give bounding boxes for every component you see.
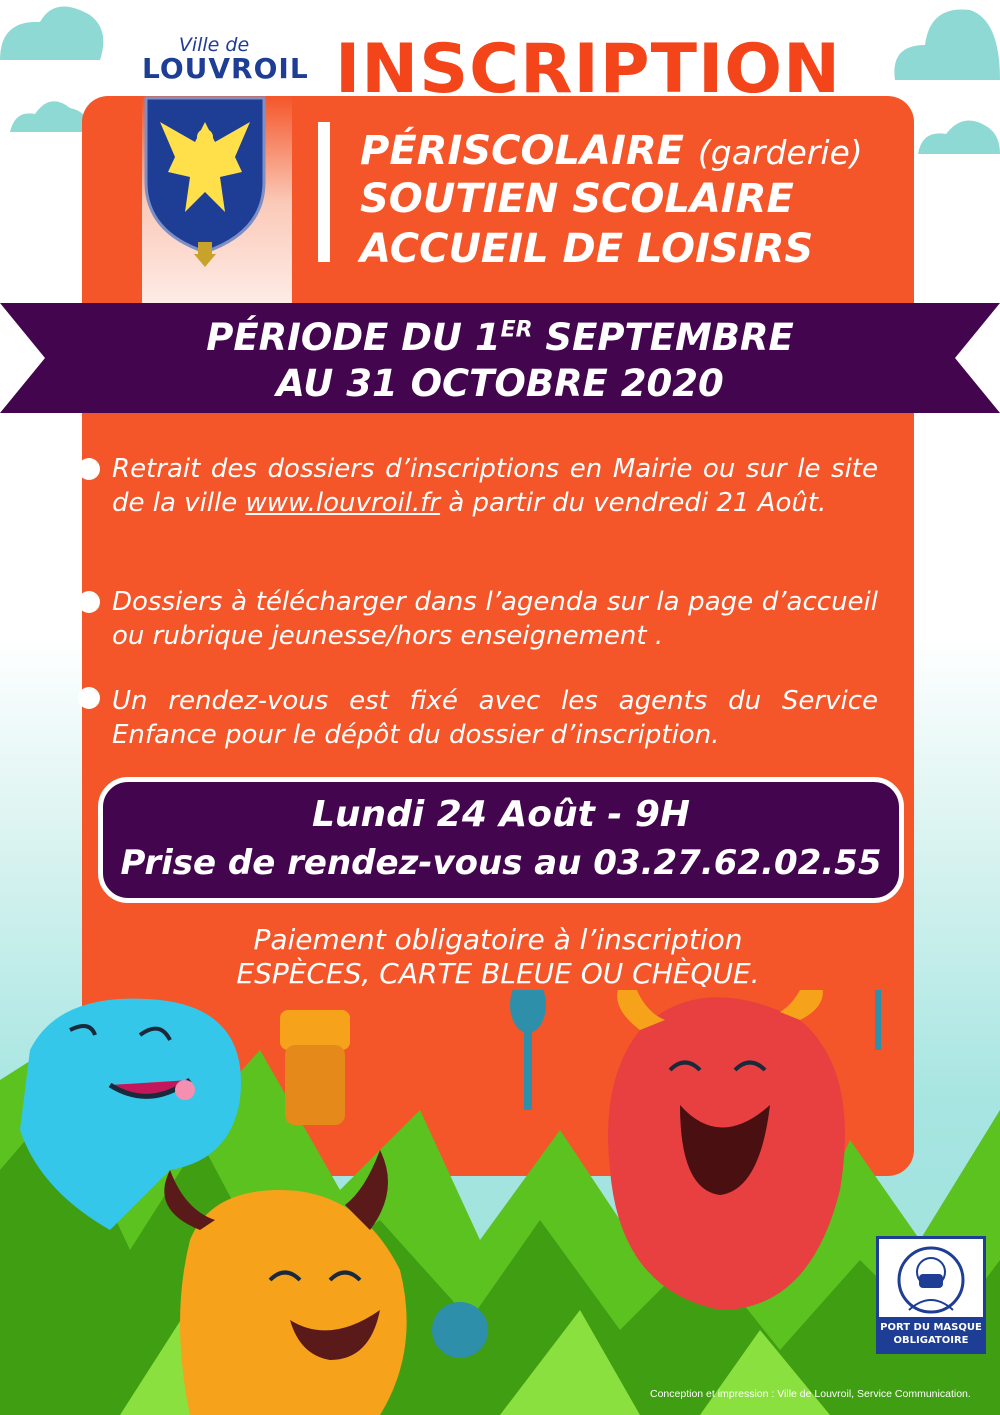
logo-louvroil: LOUVROIL: [142, 52, 309, 85]
appointment-phone: Prise de rendez-vous au 03.27.62.02.55: [120, 843, 882, 883]
bullet-dot: [78, 687, 100, 709]
logo-ville-de: Ville de: [178, 34, 250, 56]
period-line2: AU 31 OCTOBRE 2020: [276, 362, 724, 405]
info-text: à partir du vendredi 21 Août.: [440, 488, 827, 518]
period-line1: [0, 316, 1000, 359]
service-label: PÉRISCOLAIRE: [360, 128, 684, 174]
period-prefix: PÉRIODE DU 1: [206, 316, 501, 359]
info-paragraph-3: Un rendez-vous est fixé avec les agents du Service Enfance pour le dépôt du dossier d’inscription.: [112, 686, 878, 750]
service-soutien: [360, 176, 794, 222]
bullet-dot: [78, 591, 100, 613]
service-periscolaire: [360, 128, 863, 174]
title-accent-bar: [318, 122, 330, 262]
page-title: INSCRIPTION: [335, 30, 841, 109]
cloud-top-left: [0, 0, 110, 70]
info-text: Retrait des dossiers d’inscriptions en Mairie ou sur le site de la ville: [112, 454, 878, 518]
service-extra: (garderie): [697, 133, 863, 172]
monsters-illustration: [0, 990, 1000, 1415]
website-link[interactable]: www.louvroil.fr: [245, 488, 441, 518]
mask-caption: [879, 1317, 983, 1351]
service-label: SOUTIEN SCOLAIRE: [360, 176, 794, 222]
bullet-dot: [78, 458, 100, 480]
info-paragraph-2: Dossiers à télécharger dans l’agenda sur la page d’accueil ou rubrique jeunesse/hors enseignement .: [112, 587, 878, 651]
mask-caption-line2: OBLIGATOIRE: [893, 1335, 969, 1346]
cloud-left: [10, 92, 90, 137]
payment-line1: Paiement obligatoire à l’inscription: [253, 923, 743, 956]
service-accueil: [360, 226, 813, 272]
payment-methods: ESPÈCES, CARTE BLEUE OU CHÈQUE.: [236, 957, 760, 990]
period-sup: ER: [500, 317, 533, 343]
info-paragraph-1: [112, 452, 878, 520]
appointment-date: Lundi 24 Août - 9H: [311, 794, 691, 835]
period-month: SEPTEMBRE: [532, 316, 794, 359]
credit-line: Conception et impression : Ville de Louvroil, Service Communication.: [650, 1388, 971, 1400]
service-label: ACCUEIL DE LOISIRS: [360, 226, 814, 272]
louvroil-crest-icon: [140, 92, 270, 267]
mask-face-icon: [895, 1244, 967, 1316]
cloud-right: [918, 112, 1000, 157]
mask-caption-line1: PORT DU MASQUE: [880, 1322, 982, 1333]
cloud-top-right: [890, 0, 1000, 85]
